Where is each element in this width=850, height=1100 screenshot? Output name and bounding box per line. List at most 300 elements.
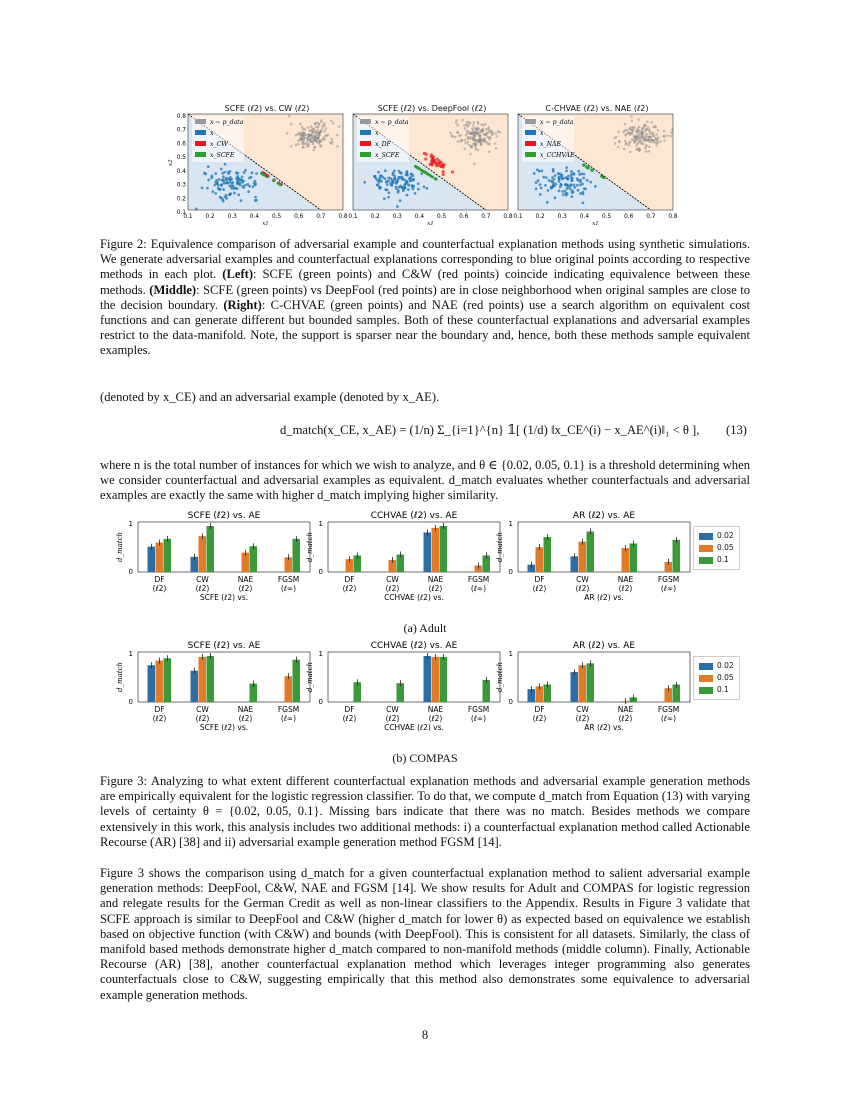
data-point bbox=[638, 149, 641, 152]
legend-item bbox=[699, 684, 734, 696]
original-point bbox=[558, 177, 561, 180]
original-point bbox=[552, 170, 555, 173]
data-point bbox=[631, 120, 634, 123]
original-point bbox=[548, 179, 551, 182]
data-point bbox=[649, 136, 652, 139]
data-point bbox=[469, 132, 472, 135]
x-tick-label: NAE bbox=[237, 705, 254, 714]
data-point bbox=[336, 134, 339, 137]
legend-label: x ~ p_data bbox=[540, 119, 574, 126]
data-point bbox=[624, 140, 627, 143]
original-point bbox=[560, 176, 563, 179]
data-point bbox=[645, 128, 648, 131]
original-point bbox=[577, 170, 580, 173]
data-point bbox=[323, 130, 326, 133]
y-tick-label: 0.2 bbox=[176, 196, 186, 203]
data-point bbox=[637, 118, 640, 121]
data-point bbox=[312, 143, 315, 146]
data-point bbox=[638, 126, 641, 129]
scatter-plot bbox=[513, 114, 678, 227]
x-tick-label: DF bbox=[154, 705, 165, 714]
bar bbox=[424, 532, 432, 572]
original-point bbox=[223, 182, 226, 185]
bar bbox=[285, 676, 293, 702]
legend-item bbox=[699, 672, 734, 684]
x-tick-label: FGSM bbox=[277, 575, 300, 584]
x-tick-label: FGSM bbox=[467, 575, 490, 584]
legend-swatch bbox=[360, 119, 371, 124]
x-tick-label: 0.7 bbox=[646, 214, 656, 220]
data-point bbox=[456, 124, 459, 127]
original-point bbox=[562, 193, 565, 196]
data-point bbox=[297, 143, 300, 146]
adversarial-point bbox=[451, 170, 454, 173]
paragraph-1: where n is the total number of instances for which we wish to analyze, and θ ∈ {0.02, 0.05, 0.1} is a threshold determining when we consider counterfactual and adversarial examples as equivalent. d_match evaluates whether counterfactuals and adversarial examples are exactly the same with higher d_match implying higher similarity. bbox=[100, 458, 750, 503]
y-axis-label: d_match bbox=[116, 661, 124, 693]
original-point bbox=[376, 183, 379, 186]
data-point bbox=[476, 131, 479, 134]
subcaption-compas: (b) COMPAS bbox=[392, 751, 458, 765]
data-point bbox=[308, 134, 311, 137]
caption-left-label: (Left) bbox=[222, 267, 254, 282]
data-point bbox=[473, 162, 476, 165]
bar bbox=[579, 665, 587, 702]
x-tick-label: DF bbox=[344, 575, 355, 584]
original-point bbox=[222, 175, 225, 178]
counterfactual-point bbox=[426, 172, 429, 175]
original-point bbox=[569, 183, 572, 186]
data-point bbox=[650, 121, 653, 124]
data-point bbox=[614, 142, 617, 145]
x-tick-label: 0.1 bbox=[513, 214, 523, 220]
original-point bbox=[410, 179, 413, 182]
data-point bbox=[623, 147, 626, 150]
original-point bbox=[233, 192, 236, 195]
original-point bbox=[211, 190, 214, 193]
y-axis-label: d_match bbox=[496, 661, 504, 693]
x-tick-sublabel: (ℓ∞) bbox=[470, 714, 487, 723]
x-tick-sublabel: (ℓ2) bbox=[532, 714, 547, 723]
original-point bbox=[586, 179, 589, 182]
original-point bbox=[577, 189, 580, 192]
data-point bbox=[651, 131, 654, 134]
adversarial-point bbox=[435, 164, 438, 167]
data-point bbox=[288, 115, 291, 118]
legend-item bbox=[699, 542, 734, 554]
original-point bbox=[222, 188, 225, 191]
x-tick-sublabel: (ℓ2) bbox=[342, 584, 357, 593]
y-tick-label: 0 bbox=[508, 698, 513, 706]
x-tick-sublabel: (ℓ∞) bbox=[660, 584, 677, 593]
original-point bbox=[236, 172, 239, 175]
original-point bbox=[399, 185, 402, 188]
chart-title: SCFE (ℓ2) vs. AE bbox=[187, 511, 261, 521]
bar bbox=[293, 660, 301, 702]
y-tick-label: 1 bbox=[508, 520, 513, 528]
original-point bbox=[384, 169, 387, 172]
y-tick-label: 0 bbox=[128, 698, 133, 706]
bar-chart-panel bbox=[306, 641, 500, 732]
data-point bbox=[306, 140, 309, 143]
data-point bbox=[338, 125, 341, 128]
data-point bbox=[301, 142, 304, 145]
legend-label: x bbox=[375, 130, 379, 137]
original-point bbox=[412, 185, 415, 188]
x-tick-label: 0.5 bbox=[436, 214, 447, 220]
bar bbox=[587, 663, 595, 702]
original-point bbox=[207, 165, 210, 168]
legend-swatch bbox=[525, 119, 536, 124]
fig2-panel-title: C-CHVAE (ℓ2) vs. NAE (ℓ2) bbox=[545, 104, 649, 113]
data-point bbox=[290, 145, 293, 148]
x-tick-sublabel: (ℓ2) bbox=[385, 584, 400, 593]
data-point bbox=[466, 125, 469, 128]
bar bbox=[207, 526, 215, 572]
x-tick-label: 0.4 bbox=[414, 214, 425, 220]
original-point bbox=[241, 175, 244, 178]
chart-title: CCHVAE (ℓ2) vs. AE bbox=[370, 511, 458, 521]
original-point bbox=[582, 177, 585, 180]
data-point bbox=[624, 129, 627, 132]
counterfactual-point bbox=[590, 168, 593, 171]
data-point bbox=[615, 136, 618, 139]
x-tick-label: 0.6 bbox=[624, 214, 634, 220]
data-point bbox=[477, 122, 480, 125]
data-point bbox=[666, 134, 669, 137]
adversarial-point bbox=[430, 153, 433, 156]
original-point bbox=[214, 192, 217, 195]
data-point bbox=[631, 126, 634, 129]
data-point bbox=[638, 135, 641, 138]
x-tick-label: 0.6 bbox=[459, 214, 469, 220]
data-point bbox=[479, 135, 482, 138]
original-point bbox=[582, 193, 585, 196]
x-tick-sublabel: (ℓ2) bbox=[342, 714, 357, 723]
data-point bbox=[625, 133, 628, 136]
data-point bbox=[463, 124, 466, 127]
equation-number: (13) bbox=[726, 423, 747, 437]
original-point bbox=[255, 199, 258, 202]
original-point bbox=[558, 180, 561, 183]
original-point bbox=[399, 171, 402, 174]
legend-label: x_SCFE bbox=[210, 152, 235, 159]
data-point bbox=[657, 136, 660, 139]
original-point bbox=[373, 175, 376, 178]
page-number: 8 bbox=[421, 1028, 429, 1042]
data-point bbox=[482, 124, 485, 127]
data-point bbox=[317, 126, 320, 129]
x-tick-label: 0.4 bbox=[249, 214, 260, 220]
fig2-panel-left bbox=[183, 104, 348, 228]
original-point bbox=[576, 184, 579, 187]
data-point bbox=[655, 144, 658, 147]
data-point bbox=[464, 127, 467, 130]
legend-swatch bbox=[699, 675, 713, 682]
original-point bbox=[408, 177, 411, 180]
data-point bbox=[663, 139, 666, 142]
bar bbox=[432, 528, 440, 572]
original-point bbox=[570, 179, 573, 182]
counterfactual-point bbox=[586, 166, 589, 169]
legend-label: 0.1 bbox=[717, 555, 729, 564]
original-point bbox=[545, 176, 548, 179]
data-point bbox=[467, 137, 470, 140]
data-point bbox=[290, 123, 293, 126]
data-point bbox=[471, 127, 474, 130]
original-point bbox=[540, 169, 543, 172]
original-point bbox=[406, 194, 409, 197]
data-point bbox=[469, 122, 472, 125]
original-point bbox=[554, 196, 557, 199]
y-tick-label: 1 bbox=[128, 520, 133, 528]
x-tick-sublabel: (ℓ2) bbox=[618, 584, 633, 593]
original-point bbox=[396, 180, 399, 183]
chart-title: AR (ℓ2) vs. AE bbox=[572, 511, 636, 521]
x-tick-label: 0.3 bbox=[392, 214, 402, 220]
data-point bbox=[644, 147, 647, 150]
y-tick-label: 0.5 bbox=[176, 155, 186, 162]
original-point bbox=[417, 188, 420, 191]
data-point bbox=[631, 132, 634, 135]
legend-label: x bbox=[540, 130, 544, 137]
data-point bbox=[648, 145, 651, 148]
original-point bbox=[558, 189, 561, 192]
original-point bbox=[579, 179, 582, 182]
y-tick-label: 1 bbox=[508, 650, 513, 658]
original-point bbox=[554, 174, 557, 177]
original-point bbox=[231, 187, 234, 190]
legend-swatch bbox=[699, 663, 713, 670]
original-point bbox=[203, 172, 206, 175]
original-point bbox=[378, 177, 381, 180]
data-point bbox=[310, 125, 313, 128]
x-tick-sublabel: (ℓ2) bbox=[238, 714, 253, 723]
y-tick-label: 1 bbox=[318, 650, 323, 658]
x-tick-sublabel: (ℓ2) bbox=[428, 714, 443, 723]
x-axis-label: SCFE (ℓ2) vs. bbox=[199, 593, 249, 602]
x-tick-sublabel: (ℓ2) bbox=[532, 584, 547, 593]
original-point bbox=[420, 172, 423, 175]
data-point bbox=[663, 130, 666, 133]
data-point bbox=[472, 138, 475, 141]
original-point bbox=[255, 172, 258, 175]
original-point bbox=[244, 184, 247, 187]
data-point bbox=[488, 150, 491, 153]
x-tick-label: 0.7 bbox=[316, 214, 326, 220]
data-point bbox=[635, 148, 638, 151]
bar bbox=[571, 672, 579, 702]
original-point bbox=[405, 180, 408, 183]
legend-swatch bbox=[699, 545, 713, 552]
data-point bbox=[450, 135, 453, 138]
x-tick-label: FGSM bbox=[277, 705, 300, 714]
original-point bbox=[223, 171, 226, 174]
data-point bbox=[644, 134, 647, 137]
fig2-panel-middle bbox=[348, 104, 513, 228]
data-point bbox=[624, 123, 627, 126]
original-point bbox=[201, 186, 204, 189]
original-point bbox=[388, 191, 391, 194]
original-point bbox=[582, 173, 585, 176]
original-point bbox=[230, 185, 233, 188]
x-tick-label: 0.2 bbox=[370, 214, 380, 220]
data-point bbox=[484, 140, 487, 143]
data-point bbox=[299, 123, 302, 126]
original-point bbox=[584, 187, 587, 190]
original-point bbox=[572, 183, 575, 186]
x-tick-label: 0.1 bbox=[348, 214, 358, 220]
original-point bbox=[535, 187, 538, 190]
x-tick-sublabel: (ℓ2) bbox=[428, 584, 443, 593]
original-point bbox=[386, 188, 389, 191]
original-point bbox=[579, 184, 582, 187]
caption-text: Analyzing to what extent different counterfactual explanation methods and adversarial example generation methods are empirically equivalent for the logistic regression classifier. To do that, we compute d_match from Equation (13) with varying levels of certainty θ = {0.02, 0.05, 0.1}. Missing bars indicate that there was no match. Besides methods we compare extensively in this work, this analysis includes two additional methods: i) a counterfactual explanation method called Actionable Recourse (AR) [38] and ii) adversarial example generation method FGSM [14]. bbox=[100, 774, 750, 849]
caption-right: : C-CHVAE (green points) and NAE (red points) use a search algorithm on equivalent cost functions and can generate different but bounded samples. Both of these counterfactual explanations and adversarial examples restrict to the data-manifold. Note, the support is sparser near the boundary and, hence, both these methods sample equivalent examples. bbox=[100, 297, 750, 358]
original-point bbox=[242, 186, 245, 189]
bar bbox=[536, 547, 544, 572]
bar bbox=[207, 656, 215, 702]
data-point bbox=[312, 128, 315, 131]
data-point bbox=[307, 145, 310, 148]
x-tick-label: NAE bbox=[427, 575, 444, 584]
counterfactual-point bbox=[434, 177, 437, 180]
y-tick-label: 1 bbox=[318, 520, 323, 528]
legend-adult bbox=[693, 526, 740, 570]
original-point bbox=[557, 172, 560, 175]
x-tick-label: NAE bbox=[427, 705, 444, 714]
original-point bbox=[579, 192, 582, 195]
x-tick-label: CW bbox=[386, 575, 399, 584]
bar bbox=[630, 543, 638, 572]
data-point bbox=[331, 141, 334, 144]
data-point bbox=[659, 141, 662, 144]
original-point bbox=[539, 193, 542, 196]
data-point bbox=[455, 119, 458, 122]
original-point bbox=[228, 180, 231, 183]
data-point bbox=[306, 142, 309, 145]
adversarial-point bbox=[442, 163, 445, 166]
original-point bbox=[572, 191, 575, 194]
x-tick-label: 0.2 bbox=[205, 214, 215, 220]
denoted-text: (denoted by x_CE) and an adversarial example (denoted by x_AE). bbox=[100, 390, 440, 404]
data-point bbox=[634, 141, 637, 144]
scatter-plot bbox=[348, 114, 513, 227]
adversarial-point bbox=[430, 160, 433, 163]
x-tick-label: NAE bbox=[237, 575, 254, 584]
adversarial-point bbox=[431, 163, 434, 166]
data-point bbox=[494, 142, 497, 145]
x-tick-label: CW bbox=[576, 705, 589, 714]
figure2-caption bbox=[100, 237, 750, 359]
original-point bbox=[237, 182, 240, 185]
y-tick-label: 0.6 bbox=[176, 141, 186, 148]
data-point bbox=[643, 126, 646, 129]
data-point bbox=[317, 132, 320, 135]
bar bbox=[148, 547, 156, 572]
adversarial-point bbox=[442, 173, 445, 176]
bar bbox=[622, 548, 630, 572]
x-tick-sublabel: (ℓ∞) bbox=[280, 584, 297, 593]
data-point bbox=[479, 139, 482, 142]
caption-label: Figure 3: bbox=[100, 774, 148, 788]
bar bbox=[164, 539, 172, 572]
data-point bbox=[323, 138, 326, 141]
data-point bbox=[647, 140, 650, 143]
data-point bbox=[655, 139, 658, 142]
data-point bbox=[308, 129, 311, 132]
bar bbox=[483, 680, 491, 702]
data-point bbox=[478, 128, 481, 131]
y-tick-label: 0.3 bbox=[176, 182, 186, 189]
data-point bbox=[498, 131, 501, 134]
legend-label: x_SCFE bbox=[375, 152, 400, 159]
y-tick-label: 0 bbox=[318, 698, 323, 706]
data-point bbox=[641, 135, 644, 138]
data-point bbox=[471, 145, 474, 148]
counterfactual-point bbox=[272, 179, 275, 182]
x-tick-label: 0.5 bbox=[271, 214, 282, 220]
data-point bbox=[670, 131, 673, 134]
bar bbox=[293, 539, 301, 572]
legend-label: x ~ p_data bbox=[375, 119, 409, 126]
original-point bbox=[537, 179, 540, 182]
data-point bbox=[628, 128, 631, 131]
bar bbox=[156, 543, 164, 572]
bar bbox=[191, 671, 199, 702]
legend-item bbox=[699, 554, 734, 566]
adversarial-point bbox=[424, 157, 427, 160]
x-tick-label: DF bbox=[344, 705, 355, 714]
caption-text: Equivalence comparison of adversarial example and counterfactual explanation methods using synthetic simulations. We generate adversarial examples and counterfactual explanations corresponding to blue original points according to respective methods in each plot. bbox=[100, 237, 750, 282]
y-axis-label: d_match bbox=[496, 531, 504, 563]
fig2-panel-title: SCFE (ℓ2) vs. CW (ℓ2) bbox=[224, 104, 310, 113]
caption-left: : SCFE (green points) and C&W (red points) coincide indicating equivalence between these methods. bbox=[100, 267, 750, 297]
original-point bbox=[417, 182, 420, 185]
bar bbox=[156, 661, 164, 702]
original-point bbox=[247, 190, 250, 193]
original-point bbox=[235, 177, 238, 180]
data-point bbox=[634, 136, 637, 139]
y-axis-label: d_match bbox=[306, 531, 314, 563]
original-point bbox=[218, 188, 221, 191]
x-tick-label: FGSM bbox=[657, 705, 680, 714]
x-axis-label: x1 bbox=[592, 221, 599, 227]
original-point bbox=[544, 184, 547, 187]
x-tick-label: CW bbox=[196, 575, 209, 584]
data-point bbox=[638, 129, 641, 132]
x-tick-label: 0.2 bbox=[535, 214, 545, 220]
y-tick-label: 0.8 bbox=[176, 114, 186, 120]
data-point bbox=[496, 135, 499, 138]
data-point bbox=[488, 130, 491, 133]
data-point bbox=[629, 141, 632, 144]
x-tick-sublabel: (ℓ2) bbox=[385, 714, 400, 723]
original-point bbox=[395, 188, 398, 191]
data-point bbox=[322, 124, 325, 127]
data-point bbox=[320, 121, 323, 124]
data-point bbox=[461, 119, 464, 122]
adversarial-point bbox=[440, 165, 443, 168]
data-point bbox=[630, 115, 633, 118]
data-point bbox=[311, 132, 314, 135]
bar-chart-panel bbox=[116, 641, 310, 732]
data-point bbox=[457, 140, 460, 143]
data-point bbox=[320, 129, 323, 132]
counterfactual-point bbox=[422, 170, 425, 173]
data-point bbox=[297, 133, 300, 136]
legend-label: x_NAE bbox=[540, 141, 561, 148]
x-tick-sublabel: (ℓ2) bbox=[152, 714, 167, 723]
